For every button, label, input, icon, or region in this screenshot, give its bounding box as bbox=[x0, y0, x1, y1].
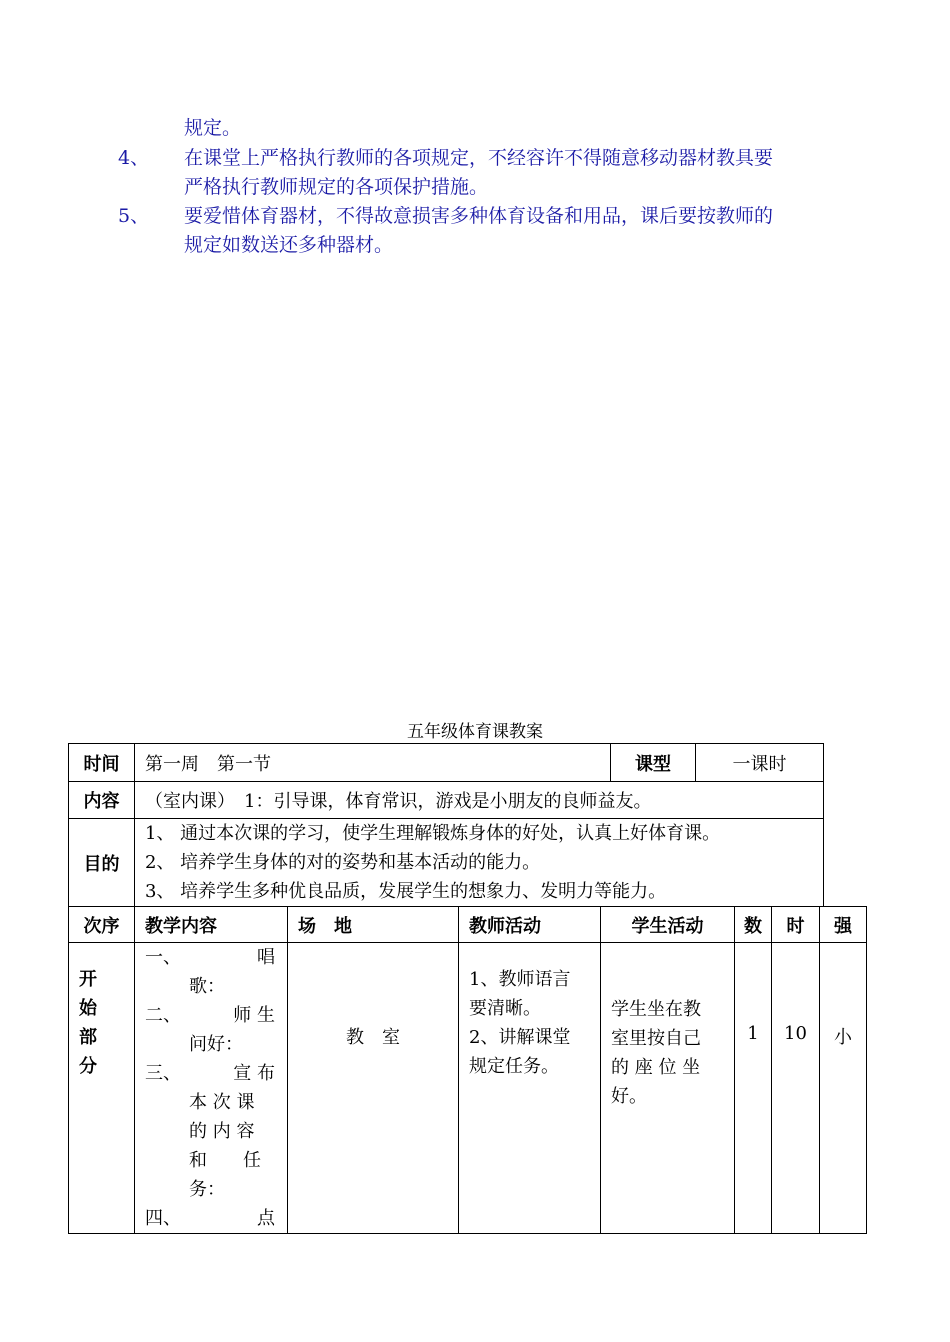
student-line: 室里按自己 bbox=[611, 1028, 701, 1049]
content-line: 问好： bbox=[189, 1034, 243, 1055]
rule-item-5-line-2: 规定如数送还多种器材。 bbox=[184, 234, 394, 256]
section-char: 始 bbox=[79, 998, 97, 1019]
row-time bbox=[69, 744, 866, 782]
row-start-section bbox=[69, 943, 867, 1234]
row-headers bbox=[69, 907, 867, 943]
rule-line-0: 规定。 bbox=[184, 117, 242, 139]
student-line: 好。 bbox=[611, 1086, 647, 1107]
header-time: 时 bbox=[772, 907, 820, 943]
header-intensity: 强 bbox=[820, 907, 867, 943]
section-char: 部 bbox=[79, 1027, 97, 1048]
student-line: 的 座 位 坐 bbox=[611, 1057, 701, 1078]
teacher-activity bbox=[459, 943, 601, 1234]
time-value: 第一周 第一节 bbox=[135, 744, 611, 782]
content-line: 歌： bbox=[189, 976, 225, 997]
lesson-detail-table bbox=[68, 906, 867, 1234]
header-count: 数 bbox=[735, 907, 772, 943]
teacher-line: 1、教师语言 bbox=[469, 969, 571, 990]
content-line: 和 任 bbox=[189, 1150, 261, 1171]
rule-item-4-number: 4、 bbox=[118, 147, 150, 169]
goal-label: 目的 bbox=[69, 819, 135, 907]
student-activity bbox=[601, 943, 735, 1234]
section-label bbox=[69, 943, 135, 1234]
row-goal bbox=[69, 819, 866, 907]
rule-item-5-line-1: 要爱惜体育器材，不得故意损害多种体育设备和用品，课后要按教师的 bbox=[184, 205, 774, 227]
time-minutes-value: 10 bbox=[772, 943, 820, 1234]
count-value: 1 bbox=[735, 943, 772, 1234]
content-line: 二、 师 生 bbox=[145, 1005, 275, 1026]
rule-item-5-number: 5、 bbox=[118, 205, 150, 227]
lesson-plan-title: 五年级体育课教案 bbox=[407, 722, 543, 742]
content-line: 本 次 课 bbox=[189, 1092, 255, 1113]
teacher-line: 2、讲解课堂 bbox=[469, 1027, 571, 1048]
type-value: 一课时 bbox=[696, 744, 824, 782]
goal-item: 1、 通过本次课的学习，使学生理解锻炼身体的好处，认真上好体育课。 bbox=[145, 823, 721, 844]
header-order: 次序 bbox=[69, 907, 135, 943]
content-line: 一、 唱 bbox=[145, 947, 275, 968]
content-line: 的 内 容 bbox=[189, 1121, 255, 1142]
section-char: 分 bbox=[79, 1056, 97, 1077]
student-line: 学生坐在教 bbox=[611, 999, 701, 1020]
lesson-plan-table bbox=[68, 743, 866, 907]
time-label: 时间 bbox=[69, 744, 135, 782]
goal-list bbox=[135, 819, 824, 907]
content-line: 务： bbox=[189, 1179, 225, 1200]
type-label: 课型 bbox=[611, 744, 696, 782]
rule-item-4-line-2: 严格执行教师规定的各项保护措施。 bbox=[184, 176, 489, 198]
header-student: 学生活动 bbox=[601, 907, 735, 943]
header-teach-content: 教学内容 bbox=[135, 907, 288, 943]
teacher-line: 要清晰。 bbox=[469, 998, 541, 1019]
venue-value: 教 室 bbox=[288, 943, 459, 1234]
content-line: 四、 点 bbox=[145, 1208, 275, 1229]
section-char: 开 bbox=[79, 969, 97, 990]
goal-item: 2、 培养学生身体的对的姿势和基本活动的能力。 bbox=[145, 852, 541, 873]
rule-item-4-line-1: 在课堂上严格执行教师的各项规定，不经容许不得随意移动器材教具要 bbox=[184, 147, 774, 169]
teacher-line: 规定任务。 bbox=[469, 1056, 559, 1077]
intensity-value: 小 bbox=[820, 943, 867, 1234]
content-label: 内容 bbox=[69, 782, 135, 819]
row-content bbox=[69, 782, 866, 819]
content-value: （室内课） 1：引导课，体育常识，游戏是小朋友的良师益友。 bbox=[135, 782, 824, 819]
teach-content-cell bbox=[135, 943, 288, 1234]
header-teacher: 教师活动 bbox=[459, 907, 601, 943]
content-line: 三、 宣 布 bbox=[145, 1063, 275, 1084]
goal-item: 3、 培养学生多种优良品质，发展学生的想象力、发明力等能力。 bbox=[145, 881, 667, 902]
header-venue: 场 地 bbox=[288, 907, 459, 943]
